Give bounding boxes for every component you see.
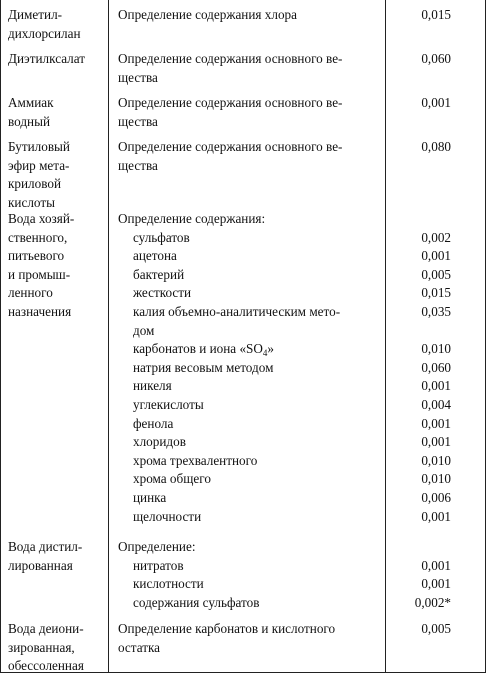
entry-value: 0,015 — [421, 285, 451, 301]
entry-value: 0,080 — [421, 139, 451, 154]
table-border-left — [0, 0, 1, 673]
entry-value: 0,002 — [421, 229, 451, 245]
entry-value: 0,035 — [421, 304, 451, 319]
entry-value: 0,005 — [421, 621, 451, 636]
entry-value: 0,004 — [421, 397, 451, 412]
entry-value: 0,001 — [421, 248, 451, 264]
substance-name-line: зированная, — [8, 639, 75, 655]
section-heading: Определение содержания: — [118, 211, 266, 226]
entry-text-line: жесткости — [133, 285, 192, 301]
substance-name-line: Вода хозяй- — [8, 211, 75, 226]
substance-name-line: Диметил- — [8, 7, 63, 22]
entry-text-line: Определение содержания основного ве- — [118, 95, 343, 110]
entry-text-line: хрома общего — [133, 471, 211, 487]
entry-text-line: остатка — [118, 639, 161, 655]
entry-text-line: карбонатов и иона «$SO_4$» — [133, 341, 274, 359]
entry-text-line: щества — [118, 157, 158, 173]
entry-value: 0,060 — [421, 359, 451, 375]
entry-text-line: натрия весовым методом — [133, 359, 274, 375]
section-heading: Определение: — [118, 539, 196, 554]
entry-text-line: углекислоты — [133, 397, 204, 412]
entry-value: 0,010 — [421, 452, 451, 468]
entry-text-line: Определение карбонатов и кислотного — [118, 621, 336, 636]
entry-value: 0,002* — [414, 594, 451, 610]
entry-text-line: никеля — [133, 378, 172, 394]
substance-name-line: ленного — [8, 285, 53, 301]
entry-text-line: хлоридов — [133, 434, 186, 450]
entry-text-line: щелочности — [133, 508, 202, 524]
entry-text-line: дом — [133, 322, 155, 338]
entry-text-line: ацетона — [133, 248, 177, 264]
entry-value: 0,060 — [421, 51, 451, 66]
entry-text-line: цинка — [133, 490, 167, 505]
substance-name-line: водный — [8, 113, 51, 129]
entry-value: 0,001 — [421, 508, 451, 524]
substance-name-line: питьевого — [8, 248, 65, 264]
substance-name-line: Вода деиони- — [8, 621, 84, 636]
entry-suffix: » — [267, 341, 274, 357]
entry-value: 0,001 — [421, 557, 451, 573]
entry-text-line: Определение содержания основного ве- — [118, 51, 343, 66]
entry-value: 0,015 — [421, 7, 451, 22]
entry-text-line: сульфатов — [133, 229, 190, 245]
substance-name-line: назначения — [8, 304, 72, 319]
entry-value: 0,010 — [421, 341, 451, 357]
entry-text-line: нитратов — [133, 557, 184, 573]
entry-value: 0,001 — [421, 415, 451, 431]
entry-text-line: кислотности — [133, 576, 204, 592]
column-divider-1 — [108, 0, 109, 673]
substance-name-line: эфир мета- — [8, 157, 70, 173]
substance-name-line: дихлорсилан — [8, 25, 81, 41]
substance-name-line: Бутиловый — [8, 139, 70, 154]
entry-text-line: калия объемно-аналитическим мето- — [133, 304, 341, 319]
substance-name-line: криловой — [8, 176, 62, 192]
entry-value: 0,006 — [421, 490, 451, 505]
entry-text-line: Определение содержания хлора — [118, 7, 297, 22]
substance-name-line: и промыш- — [8, 266, 71, 282]
entry-text-line: фенола — [133, 415, 174, 431]
entry-value: 0,001 — [421, 95, 451, 110]
entry-value: 0,005 — [421, 266, 451, 282]
substance-name-line: Диэтилксалат — [8, 51, 86, 66]
entry-subscript: 4 — [262, 348, 268, 359]
substance-name-line: кислоты — [8, 194, 55, 210]
substance-name-line: Аммиак — [8, 95, 54, 110]
column-divider-2 — [385, 0, 386, 673]
entry-text-line: щества — [118, 113, 158, 129]
entry-value: 0,001 — [421, 576, 451, 592]
entry-text-line: хрома трехвалентного — [133, 452, 258, 468]
substance-name-line: обессоленная — [8, 658, 84, 674]
entry-value: 0,010 — [421, 471, 451, 487]
entry-value: 0,001 — [421, 378, 451, 394]
entry-value: 0,001 — [421, 434, 451, 450]
entry-text-line: щества — [118, 69, 158, 85]
substance-name-line: лированная — [8, 557, 73, 573]
entry-text-line: содержания сульфатов — [133, 594, 260, 610]
entry-text-line: Определение содержания основного ве- — [118, 139, 343, 154]
substance-name-line: Вода дистил- — [8, 539, 83, 554]
substance-name-line: ственного, — [8, 229, 68, 245]
entry-text-line: бактерий — [133, 266, 185, 282]
